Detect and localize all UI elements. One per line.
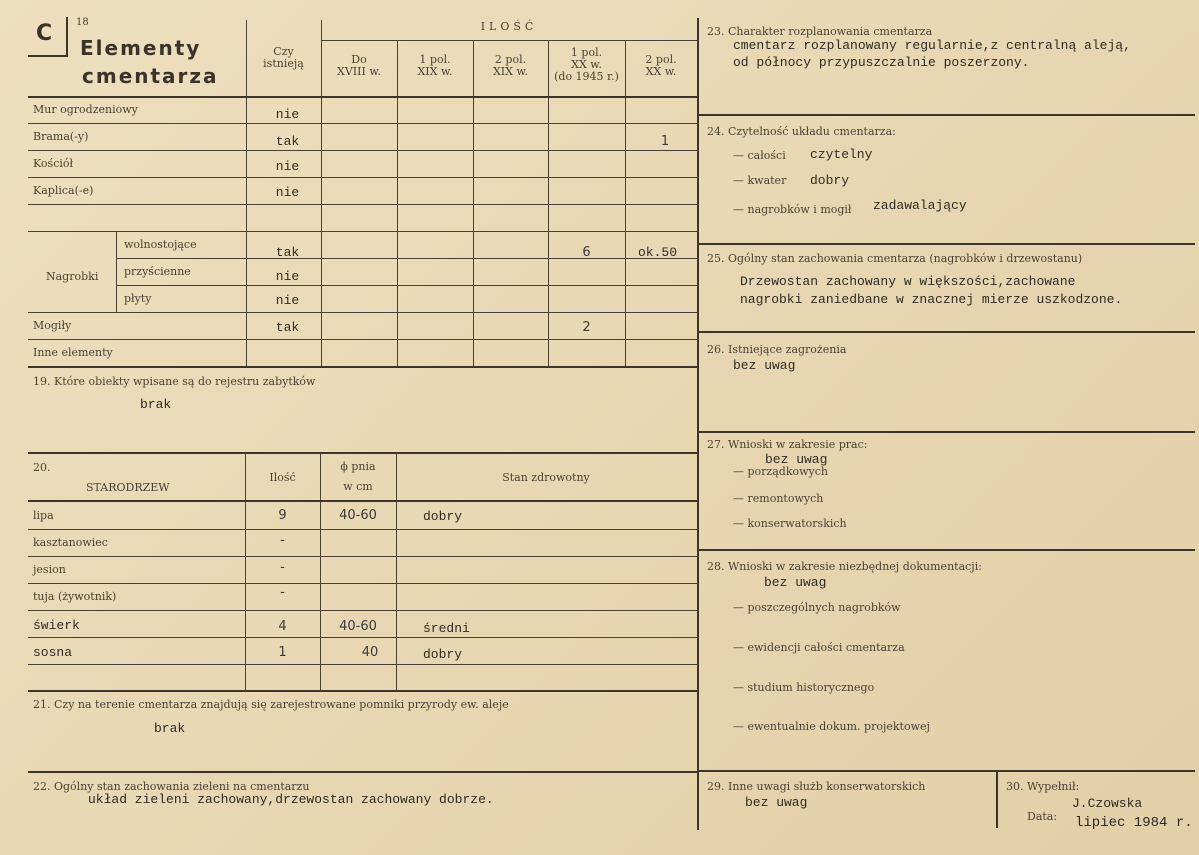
tree-health: dobry: [423, 647, 463, 662]
s21-label: 21. Czy na terenie cmentarza znajdują się zarejestrowane pomniki przyrody ew. aleje: [33, 698, 509, 711]
s19-value: brak: [140, 397, 172, 412]
row-label: Kościół: [33, 157, 74, 170]
s23-label: 23. Charakter rozplanowania cmentarza: [707, 25, 933, 38]
row-exists: nie: [275, 159, 300, 174]
tree-diam: 40-60: [339, 508, 377, 523]
s30-date-label: Data:: [1027, 810, 1058, 823]
tree-name: tuja (żywotnik): [33, 590, 117, 603]
tree-name: świerk: [33, 618, 80, 633]
row-exists: nie: [275, 269, 300, 284]
header-quantity: ILOŚĆ: [480, 20, 538, 33]
period-header: 2 pol. XIX w.: [492, 53, 529, 78]
s27-value: bez uwag: [765, 452, 828, 467]
row-exists: tak: [275, 134, 300, 149]
tree-name: kasztanowiec: [33, 536, 108, 549]
tree-qty: 9: [278, 508, 287, 523]
row-exists: nie: [275, 107, 300, 122]
s21-value: brak: [154, 721, 186, 736]
s29-value: bez uwag: [745, 795, 808, 810]
tree-qty: -: [280, 560, 285, 575]
tree-qty: 4: [278, 619, 287, 634]
row-label: Mur ogrodzeniowy: [33, 103, 138, 116]
s28-item: — ewidencji całości cmentarza: [733, 641, 905, 654]
s26-label: 26. Istniejące zagrożenia: [707, 343, 847, 356]
s28-item: — poszczególnych nagrobków: [733, 601, 901, 614]
card-title-line1: Elementy: [80, 36, 202, 60]
s20-number: 20.: [33, 461, 51, 474]
tree-diam: 40: [361, 645, 379, 660]
s27-item: — konserwatorskich: [733, 517, 847, 530]
period-header: 1 pol. XX w. (do 1945 r.): [554, 46, 619, 83]
period-header: 1 pol. XIX w.: [417, 53, 453, 78]
s27-label: 27. Wnioski w zakresie prac:: [707, 438, 868, 451]
s22-label: 22. Ogólny stan zachowania zieleni na cmentarzu: [33, 780, 310, 793]
row-quantity: 1: [660, 134, 670, 149]
tree-name: sosna: [33, 645, 73, 660]
row-quantity: ok.50: [637, 245, 677, 260]
period-header: Do XVIII w.: [337, 53, 381, 78]
s25-label: 25. Ogólny stan zachowania cmentarza (nagrobków i drzewostanu): [707, 252, 1083, 265]
s29-label: 29. Inne uwagi służb konserwatorskich: [707, 780, 926, 793]
row-label: Inne elementy: [33, 346, 113, 359]
s30-name: J.Czowska: [1072, 796, 1143, 811]
s26-value: bez uwag: [733, 358, 796, 373]
nagrobki-row-label: przyścienne: [124, 265, 191, 278]
row-quantity: 2: [582, 320, 591, 335]
s27-item: — remontowych: [733, 492, 824, 505]
period-header: 2 pol. XX w.: [645, 53, 677, 78]
s24-item-value: dobry: [810, 173, 850, 188]
s20-col-qty: Ilość: [269, 471, 296, 484]
tree-health: średni: [423, 621, 470, 636]
row-label: Kaplica(-e): [33, 184, 94, 197]
s20-col-diam: ϕ pnia: [340, 460, 376, 473]
s24-item-label: — nagrobków i mogił: [733, 203, 852, 216]
s23-line2: od północy przypuszczalnie poszerzony.: [733, 55, 1030, 70]
row-exists: tak: [275, 320, 300, 335]
tree-qty: 1: [278, 645, 287, 660]
s25-line1: Drzewostan zachowany w większości,zachowane: [740, 274, 1076, 289]
s20-col-health: Stan zdrowotny: [502, 471, 590, 484]
card-letter: C: [36, 21, 53, 46]
s30-date: lipiec 1984 r.: [1075, 815, 1193, 831]
s24-item-label: — całości: [733, 149, 786, 162]
s20-title: STARODRZEW: [86, 481, 170, 494]
s28-value: bez uwag: [764, 575, 827, 590]
s24-label: 24. Czytelność układu cmentarza:: [707, 125, 896, 138]
s22-value: układ zieleni zachowany,drzewostan zachowany dobrze.: [88, 792, 494, 807]
s27-item: — porządkowych: [733, 465, 828, 478]
row-exists: tak: [275, 245, 300, 260]
row-exists: nie: [275, 185, 300, 200]
tree-health: dobry: [423, 509, 463, 524]
tree-qty: -: [280, 533, 285, 548]
s24-item-value: czytelny: [810, 147, 873, 162]
row-exists: nie: [275, 293, 300, 308]
tree-qty: -: [280, 585, 285, 600]
s28-label: 28. Wnioski w zakresie niezbędnej dokumentacji:: [707, 560, 982, 573]
s25-line2: nagrobki zaniedbane w znacznej mierze uszkodzone.: [740, 292, 1123, 307]
s20-col-diam-unit: w cm: [343, 480, 373, 493]
header-exists: Czy istnieją: [263, 45, 304, 70]
nagrobki-row-label: wolnostojące: [124, 238, 197, 251]
nagrobki-row-label: płyty: [124, 292, 152, 305]
card-title-line2: cmentarza: [82, 64, 219, 88]
nagrobki-label: Nagrobki: [46, 270, 99, 283]
s28-item: — studium historycznego: [733, 681, 875, 694]
tree-name: jesion: [33, 563, 66, 576]
card-number: 18: [76, 17, 89, 28]
tree-diam: 40-60: [339, 619, 377, 634]
row-label: Brama(-y): [33, 130, 89, 143]
s28-item: — ewentualnie dokum. projektowej: [733, 720, 930, 733]
row-label: Mogiły: [33, 319, 72, 332]
s24-item-label: — kwater: [733, 174, 787, 187]
row-quantity: 6: [582, 245, 591, 260]
s23-line1: cmentarz rozplanowany regularnie,z centralną aleją,: [733, 38, 1131, 53]
tree-name: lipa: [33, 509, 54, 522]
s30-label: 30. Wypełnił:: [1006, 780, 1080, 793]
s24-item-value: zadawalający: [873, 198, 967, 213]
s19-label: 19. Które obiekty wpisane są do rejestru zabytków: [33, 375, 316, 388]
